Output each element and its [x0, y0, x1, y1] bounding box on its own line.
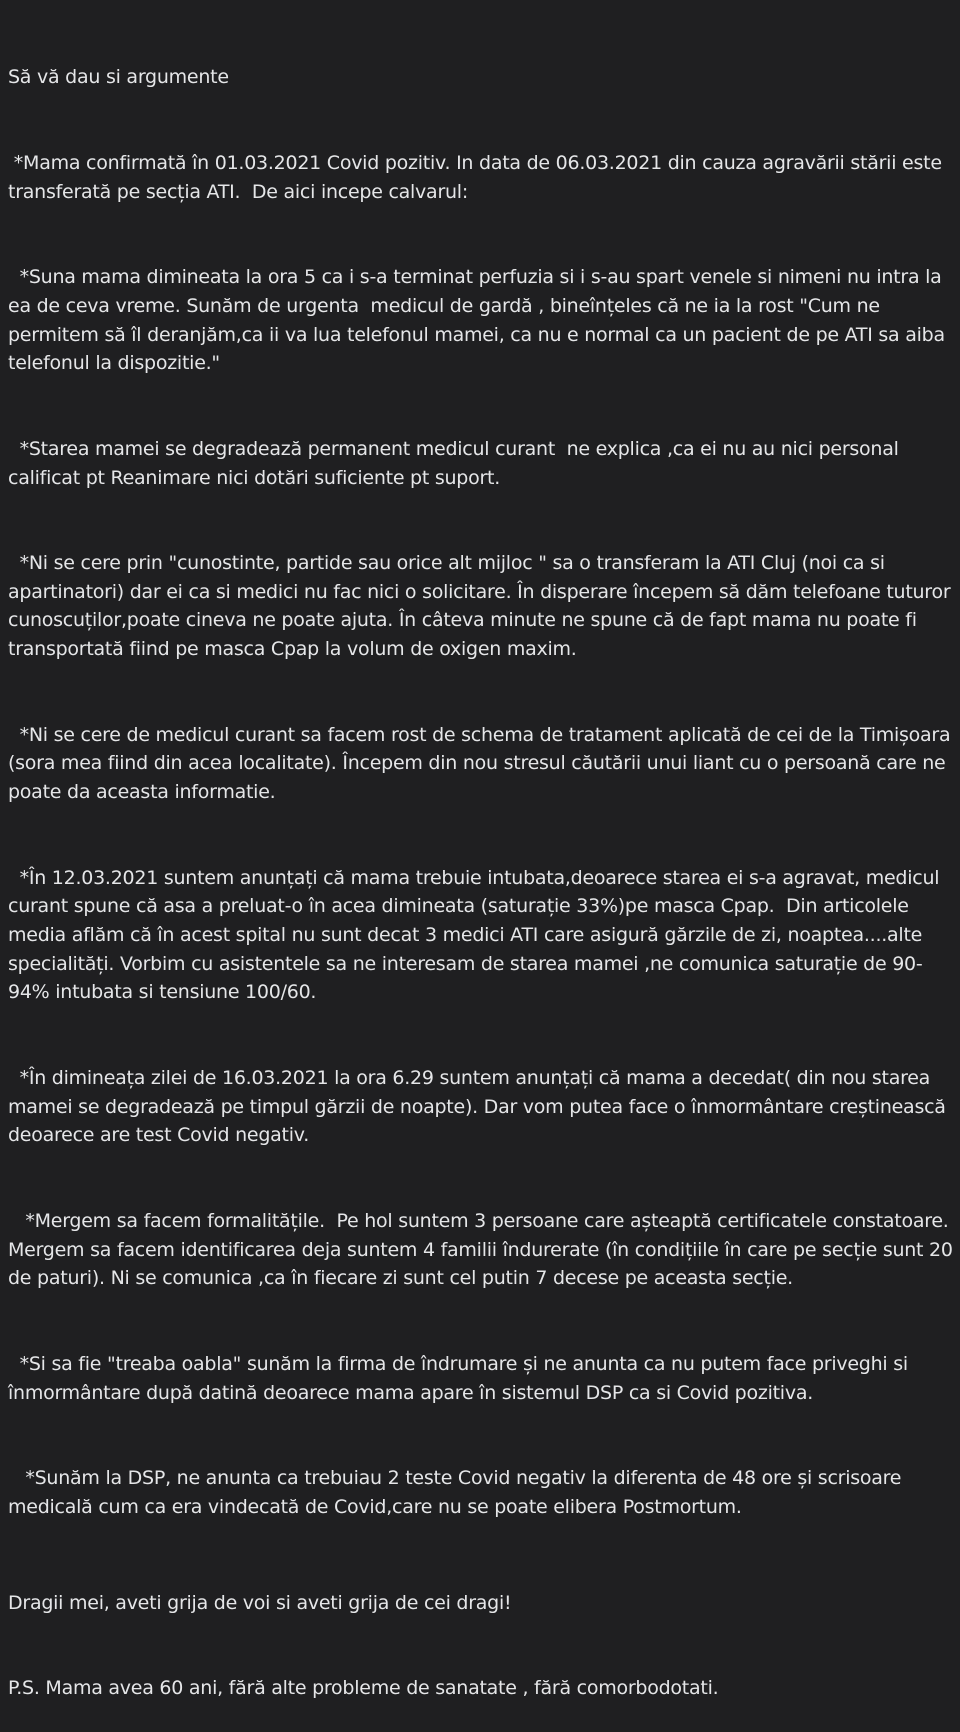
post-paragraph: *Suna mama dimineata la ora 5 ca i s-a terminat perfuzia si i s-au spart venele si nimeni nu intra la ea de ceva vreme. Sunăm de urgenta medicul de gardă , bineînțeles că ne ia la rost "Cum ne permitem să îl deranjăm,ca ii va lua telefonul mamei, ca nu e normal ca un pacient de pe ATI sa aiba telefonul la dispozitie." — [8, 266, 951, 375]
post-paragraph: *Ni se cere de medicul curant sa facem rost de schema de tratament aplicată de cei de la Timișoara (sora mea fiind din acea localitate). Începem din nou stresul căutării unui liant cu o persoană care ne poate da aceasta informatie. — [8, 723, 957, 804]
post-paragraph: *Mergem sa facem formalitățile. Pe hol suntem 3 persoane care așteaptă certificatele constatoare. Mergem sa facem identificarea deja suntem 4 familii îndurerate (în condițiile în care pe secție sunt 20 de paturi). Ni se comunica ,ca în fiecare zi sunt cel putin 7 decese pe aceasta secție. — [8, 1209, 960, 1290]
post-ps: P.S. Mama avea 60 ani, fără alte probleme de sanatate , fără comorbodotati. — [8, 1677, 719, 1700]
post-paragraph: *Ni se cere prin "cunostinte, partide sau orice alt mijloc " sa o transferam la ATI Cluj (noi ca si apartinatori) dar ei ca si medici nu fac nici o solicitare. În disperare începem să dăm telefoane tuturor cunoscuților,poate cineva ne poate ajuta. În câteva minute ne spune că de fapt mama nu poate fi transportată fiind pe masca Cpap la volum de oxigen maxim. — [8, 552, 957, 661]
post-paragraph: *În 12.03.2021 suntem anunțați că mama trebuie intubata,deoarece starea ei s-a agravat, medicul curant spune că asa a preluat-o în acea dimineata (saturație 33%)pe masca Cpap. Din articolele media aflăm că în acest spital nu sunt decat 3 medici ATI care asigură gărzile de zi, noaptea....alte specialități. Vorbim cu asistentele sa ne interesam de starea mamei ,ne comunica saturație de 90-94% intubata si tensiune 100/60. — [8, 866, 946, 1004]
post-paragraph: *Mama confirmată în 01.03.2021 Covid pozitiv. In data de 06.03.2021 din cauza agravării stării este transferată pe secția ATI. De aici incepe calvarul: — [8, 151, 948, 203]
post-paragraph: *Starea mamei se degradează permanent medicul curant ne explica ,ca ei nu au nici personal calificat pt Reanimare nici dotări suficiente pt suport. — [8, 437, 905, 489]
post-paragraph: *În dimineața zilei de 16.03.2021 la ora 6.29 suntem anunțați că mama a decedat( din nou starea mamei se degradează pe timpul gărzii de noapte). Dar vom putea face o înmormântare creștinească deoarece are test Covid negativ. — [8, 1066, 952, 1147]
post-paragraph: *Sunăm la DSP, ne anunta ca trebuiau 2 teste Covid negativ la diferenta de 48 ore și scrisoare medicală cum ca era vindecată de Covid,care nu se poate elibera Postmortum. — [8, 1467, 908, 1518]
post-closing: Dragii mei, aveti grija de voi si aveti grija de cei dragi! — [8, 1591, 512, 1614]
post-body — [8, 6, 958, 1732]
post-title: Să vă dau si argumente — [8, 66, 229, 89]
post-paragraph: *Si sa fie "treaba oabla" sunăm la firma de îndrumare și ne anunta ca nu putem face priveghi si înmormântare după datină deoarece mama apare în sistemul DSP ca si Covid pozitiva. — [8, 1352, 914, 1404]
